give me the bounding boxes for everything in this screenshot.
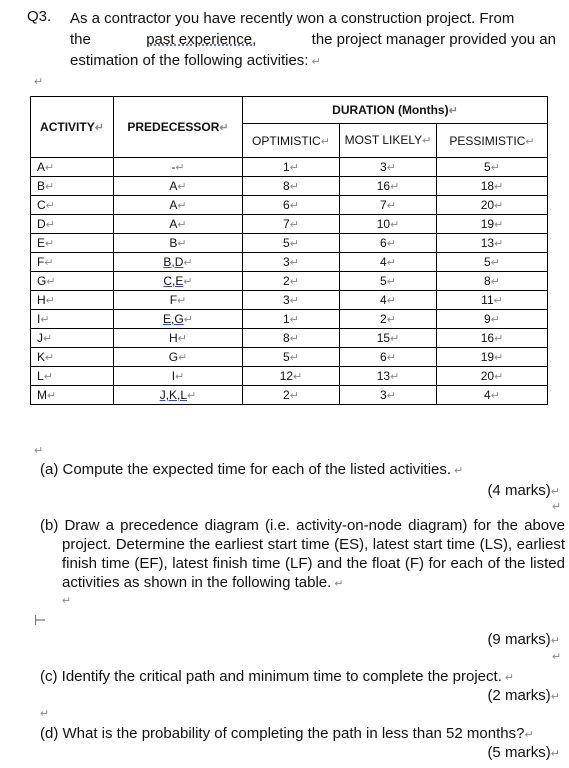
part-b-text: (b) Draw a precedence diagram (i.e. activity-on-node diagram) for the above project. Determine the earliest start time (ES), latest start time (LS), earliest finish time (EF), latest finish time (LF) and the float (F) for each of the listed activities as shown in the following table. ↵ xyxy=(40,517,565,591)
table-row xyxy=(31,310,548,329)
cell-predecessor: H↵ xyxy=(114,329,243,348)
cell-pessimistic: 20↵ xyxy=(437,367,548,386)
cell-optimistic: 2↵ xyxy=(243,272,340,291)
cell-optimistic: 6↵ xyxy=(243,196,340,215)
cell-optimistic: 1↵ xyxy=(243,158,340,177)
cell-pessimistic: 19↵ xyxy=(437,215,548,234)
header-most-likely: MOST LIKELY↵ xyxy=(340,124,437,158)
cell-predecessor: B↵ xyxy=(114,234,243,253)
cell-activity: G↵ xyxy=(31,272,114,291)
cell-most-likely: 3↵ xyxy=(340,158,437,177)
table-row xyxy=(31,348,548,367)
cell-optimistic: 1↵ xyxy=(243,310,340,329)
cell-most-likely: 6↵ xyxy=(340,234,437,253)
table-row xyxy=(31,234,548,253)
activities-table xyxy=(30,96,548,405)
cell-activity: I↵ xyxy=(31,310,114,329)
part-c-text: (c) Identify the critical path and minimum time to complete the project. ↵ xyxy=(40,668,515,685)
cell-activity: C↵ xyxy=(31,196,114,215)
table-row xyxy=(31,272,548,291)
table-body xyxy=(31,158,548,405)
cell-pessimistic: 5↵ xyxy=(437,158,548,177)
table-row xyxy=(31,215,548,234)
cell-predecessor: B,D↵ xyxy=(114,253,243,272)
table-row xyxy=(31,253,548,272)
table-row xyxy=(31,291,548,310)
header-optimistic: OPTIMISTIC↵ xyxy=(243,124,340,158)
cell-predecessor: E,G↵ xyxy=(114,310,243,329)
cell-pessimistic: 9↵ xyxy=(437,310,548,329)
cell-predecessor: A↵ xyxy=(114,196,243,215)
table-row xyxy=(31,177,548,196)
question-line-3 xyxy=(70,50,321,73)
cell-pessimistic: 8↵ xyxy=(437,272,548,291)
return-mark-icon: ↵ xyxy=(308,56,321,68)
question-line-2 xyxy=(70,29,556,50)
cell-pessimistic: 13↵ xyxy=(437,234,548,253)
cell-activity: D↵ xyxy=(31,215,114,234)
table-row xyxy=(31,196,548,215)
cell-predecessor: A↵ xyxy=(114,215,243,234)
part-b-marks: (9 marks)↵ xyxy=(487,631,560,648)
question-line-2-pre: the xyxy=(70,31,91,48)
cell-optimistic: 2↵ xyxy=(243,386,340,405)
cell-pessimistic: 20↵ xyxy=(437,196,548,215)
cell-most-likely: 6↵ xyxy=(340,348,437,367)
cell-most-likely: 2↵ xyxy=(340,310,437,329)
cell-predecessor: F↵ xyxy=(114,291,243,310)
cell-most-likely: 13↵ xyxy=(340,367,437,386)
part-d-text: (d) What is the probability of completing the path in less than 52 months?↵ xyxy=(40,725,534,742)
cell-pessimistic: 11↵ xyxy=(437,291,548,310)
cell-most-likely: 5↵ xyxy=(340,272,437,291)
cell-pessimistic: 5↵ xyxy=(437,253,548,272)
cell-optimistic: 3↵ xyxy=(243,253,340,272)
return-mark-icon: ↵ xyxy=(552,501,562,513)
cell-most-likely: 10↵ xyxy=(340,215,437,234)
cell-activity: K↵ xyxy=(31,348,114,367)
cell-optimistic: 8↵ xyxy=(243,177,340,196)
table-row xyxy=(31,329,548,348)
cell-predecessor: G↵ xyxy=(114,348,243,367)
cell-optimistic: 7↵ xyxy=(243,215,340,234)
header-pessimistic: PESSIMISTIC↵ xyxy=(437,124,548,158)
return-mark-icon: ↵ xyxy=(62,595,72,607)
question-line-2-link: past experience, xyxy=(146,31,257,48)
cell-predecessor: C,E↵ xyxy=(114,272,243,291)
cell-activity: M↵ xyxy=(31,386,114,405)
part-d-marks: (5 marks)↵ xyxy=(487,744,560,761)
cell-predecessor: J,K,L↵ xyxy=(114,386,243,405)
cell-pessimistic: 19↵ xyxy=(437,348,548,367)
header-predecessor: PREDECESSOR↵ xyxy=(114,97,243,158)
cell-activity: L↵ xyxy=(31,367,114,386)
cell-optimistic: 8↵ xyxy=(243,329,340,348)
cell-activity: F↵ xyxy=(31,253,114,272)
cell-most-likely: 4↵ xyxy=(340,291,437,310)
cell-most-likely: 15↵ xyxy=(340,329,437,348)
return-mark-icon: ↵ xyxy=(34,76,44,88)
cell-most-likely: 4↵ xyxy=(340,253,437,272)
question-line-1 xyxy=(70,8,514,29)
cell-activity: H↵ xyxy=(31,291,114,310)
question-line-3-text: estimation of the following activities: xyxy=(70,52,309,69)
return-mark-icon: ↵ xyxy=(34,445,44,457)
cell-pessimistic: 18↵ xyxy=(437,177,548,196)
cell-most-likely: 7↵ xyxy=(340,196,437,215)
question-number: Q3. xyxy=(27,8,52,25)
cell-optimistic: 3↵ xyxy=(243,291,340,310)
cell-most-likely: 16↵ xyxy=(340,177,437,196)
cell-activity: B↵ xyxy=(31,177,114,196)
part-a-text: (a) Compute the expected time for each of the listed activities. ↵ xyxy=(40,461,464,478)
part-c-marks: (2 marks)↵ xyxy=(487,687,560,704)
cell-activity: A↵ xyxy=(31,158,114,177)
header-activity: ACTIVITY↵ xyxy=(31,97,114,158)
header-duration: DURATION (Months)↵ xyxy=(243,97,548,124)
question-line-2-post: the project manager provided you an xyxy=(311,31,556,48)
cell-activity: E↵ xyxy=(31,234,114,253)
cell-activity: J↵ xyxy=(31,329,114,348)
table-row xyxy=(31,386,548,405)
cell-predecessor: I↵ xyxy=(114,367,243,386)
return-mark-icon: ↵ xyxy=(552,651,562,663)
part-a-marks: (4 marks)↵ xyxy=(487,482,560,499)
cell-pessimistic: 16↵ xyxy=(437,329,548,348)
cell-pessimistic: 4↵ xyxy=(437,386,548,405)
table-row xyxy=(31,158,548,177)
cell-predecessor: A↵ xyxy=(114,177,243,196)
cell-optimistic: 12↵ xyxy=(243,367,340,386)
table-row xyxy=(31,367,548,386)
question-line-1-text: As a contractor you have recently won a construction project. From xyxy=(70,10,515,27)
cell-optimistic: 5↵ xyxy=(243,348,340,367)
cell-optimistic: 5↵ xyxy=(243,234,340,253)
cell-predecessor: -↵ xyxy=(114,158,243,177)
cell-most-likely: 3↵ xyxy=(340,386,437,405)
cursor-mark: ⊢ xyxy=(34,612,47,628)
return-mark-icon: ↵ xyxy=(40,708,50,720)
